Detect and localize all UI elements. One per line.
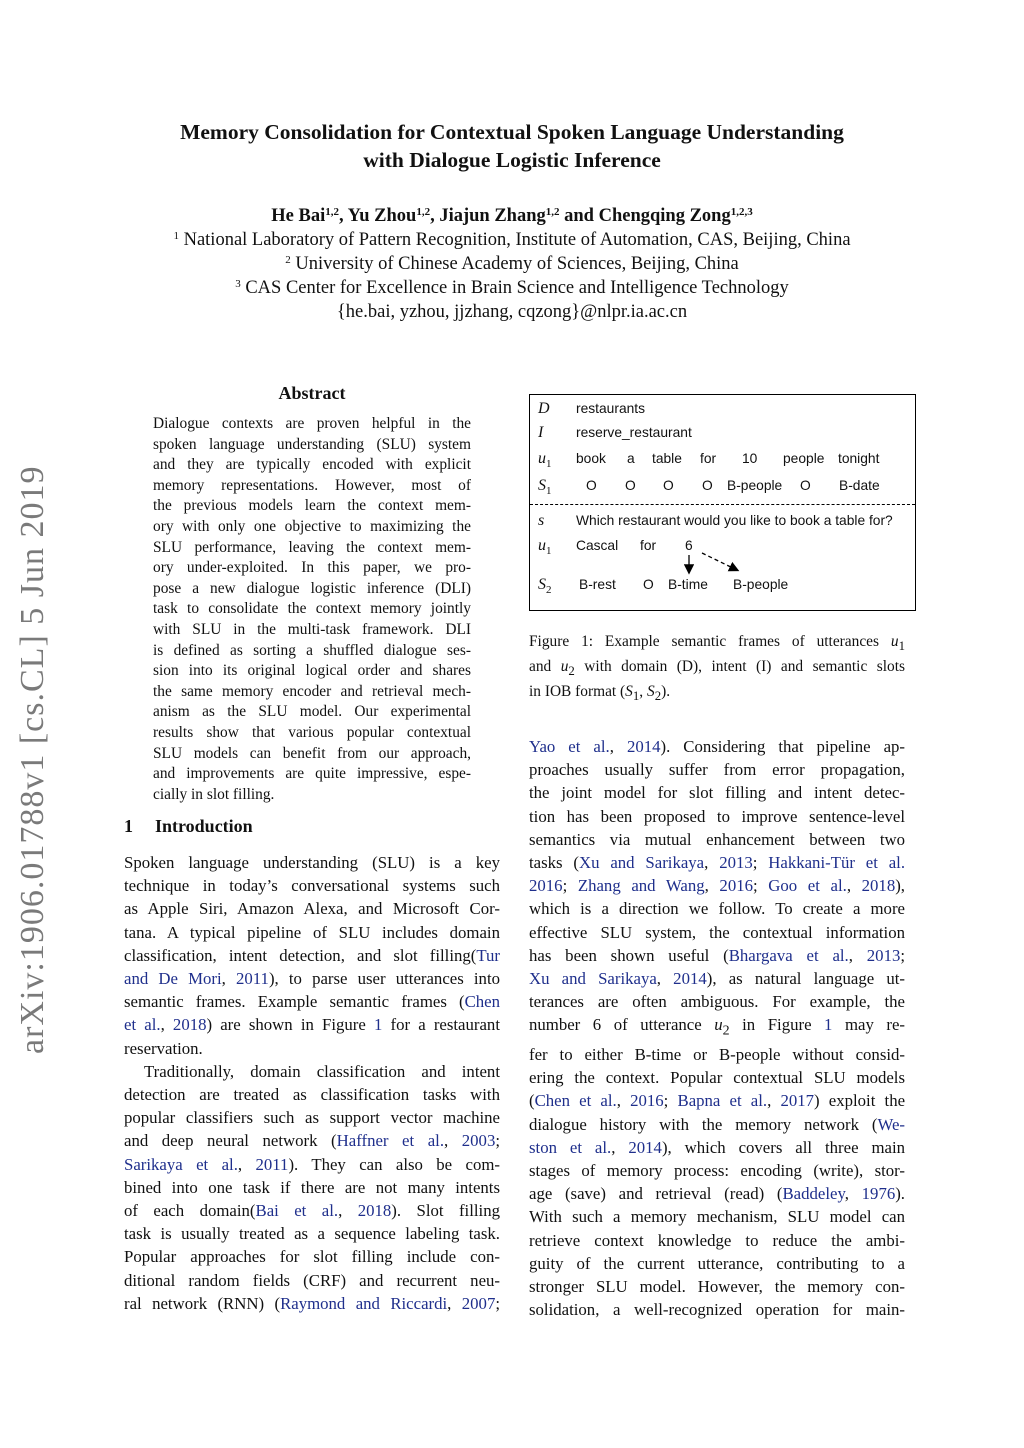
body-line <box>124 967 500 990</box>
math-s: S <box>625 682 633 700</box>
citation-link[interactable]: Chen <box>464 992 500 1012</box>
text-run: in IOB format ( <box>529 682 626 700</box>
body-line: retrieve context knowledge to reduce the ambi- <box>529 1230 905 1250</box>
title-line-2: with Dialogue Logistic Inference <box>363 148 661 172</box>
body-line: Xu and Sarikaya, 2014), as natural language ut- <box>529 969 905 989</box>
citation-link[interactable]: We- <box>877 1114 905 1134</box>
citation-link[interactable]: Xu and Sarikaya <box>529 969 657 989</box>
author-block <box>0 204 1024 324</box>
citation-year-link[interactable]: 2014 <box>673 969 707 989</box>
author-2: Yu Zhou <box>347 206 417 226</box>
token: 6 <box>685 538 693 553</box>
body-line: tion has been proposed to improve sentence-level <box>529 806 905 826</box>
abstract-line: task to consolidate the context memory jointly <box>153 600 471 618</box>
abstract-line: the same memory encoder and retrieval mech- <box>153 682 471 700</box>
text-run: , <box>639 682 647 700</box>
system-utterance: Which restaurant would you like to book a table for? <box>576 513 893 528</box>
symbol-s: s <box>538 512 545 529</box>
title-line-1: Memory Consolidation for Contextual Spoken Language Understanding <box>180 120 844 144</box>
body-line: Popular approaches for slot filling include con- <box>124 1247 500 1267</box>
affiliation-3-mark: 3 <box>235 278 241 290</box>
body-line: reservation. <box>124 1038 203 1058</box>
slot-tag: O <box>625 478 636 493</box>
affiliation-3 <box>0 276 1024 300</box>
author-1-affil: 1,2 <box>325 206 339 218</box>
slot-tag: O <box>643 577 654 592</box>
author-3-affil: 1,2 <box>545 206 560 218</box>
citation-year-link[interactable]: 2014 <box>628 1137 662 1157</box>
text-run: , <box>447 1293 462 1313</box>
text-run: semantic frames. Example semantic frames ( <box>124 992 465 1012</box>
author-names: He Bai$^{1,2}$, Yu Zhou$^{1,2}$, Jiajun Zhang$^{1,2}$ and Chengqing Zong$^{1,2,3}$ <box>271 206 753 226</box>
body-line <box>124 944 500 967</box>
slot-tag: O <box>800 478 811 493</box>
body-line: has been shown useful (Bhargava et al., 2013; <box>529 945 906 965</box>
body-line: stages of memory process: encoding (write), stor- <box>529 1161 905 1181</box>
author-and: and <box>564 206 594 226</box>
slot-tag: B-rest <box>579 577 616 592</box>
citation-year-link[interactable]: 2013 <box>866 945 901 965</box>
citation-year-link[interactable]: 2016 <box>630 1091 664 1111</box>
affiliation-2-text: University of Chinese Academy of Sciences, Beijing, China <box>295 254 739 274</box>
text-run: ( <box>529 1091 535 1111</box>
token: Cascal <box>576 538 619 553</box>
section-title: Introduction <box>155 816 253 836</box>
symbol-d: D <box>538 400 550 417</box>
abstract-line: ory under-exploited. In this paper, we pro- <box>153 559 471 577</box>
token: for <box>700 451 717 466</box>
body-line: semantics via mutual enhancement between two <box>529 829 905 849</box>
body-line: bined into one task if there are not many intents <box>124 1177 500 1197</box>
abstract-line: with SLU in the multi-task framework. DLI <box>153 620 471 638</box>
domain-value: restaurants <box>576 401 646 416</box>
token: for <box>640 538 657 553</box>
abstract-line: and they are typically encoded with explicit <box>153 456 471 474</box>
slot-tag: B-time <box>668 577 708 592</box>
affiliation-1-text: National Laboratory of Pattern Recognition, Institute of Automation, CAS, Beijing, China <box>183 230 851 250</box>
author-2-affil: 1,2 <box>416 206 431 218</box>
text-run: ), to parse user utterances into <box>268 969 501 989</box>
figure-1-frame <box>529 394 916 611</box>
text-run: ). Slot filling <box>391 1201 500 1221</box>
left-column-body <box>124 851 500 1315</box>
symbol-sub: 2 <box>546 584 552 597</box>
citation-link[interactable]: et al. <box>124 1015 161 1035</box>
body-line: tana. A typical pipeline of SLU includes domain <box>124 922 500 942</box>
body-line: ering the context. Popular contextual SLU models <box>529 1068 905 1088</box>
arxiv-stamp: arXiv:1906.01788v1 [cs.CL] 5 Jun 2019 <box>14 465 51 1055</box>
slot-tag: B-people <box>727 478 783 493</box>
math-sub: 1 <box>632 688 640 703</box>
right-column-body <box>529 735 905 1321</box>
figure-ref-link[interactable]: 1 <box>373 1015 383 1035</box>
body-line <box>124 1013 500 1036</box>
paper-title <box>0 118 1024 174</box>
token: table <box>652 451 682 466</box>
body-line: as Apple Siri, Amazon Alexa, and Microsoft Cor- <box>124 899 500 919</box>
citation-link[interactable]: Sarikaya et al. <box>124 1154 238 1174</box>
author-emails: {he.bai, yzhou, jjzhang, cqzong}@nlpr.ia.ac.cn <box>336 302 688 322</box>
citation-link[interactable]: Bhargava et al. <box>728 945 849 965</box>
citation-link[interactable]: Hakkani-Tür et al. <box>768 853 906 873</box>
text-run: dialogue history with the memory network ( <box>529 1114 878 1134</box>
slot-tag: O <box>663 478 674 493</box>
abstract-line: results show that various popular contextual <box>153 723 471 741</box>
abstract-heading: Abstract <box>278 383 346 403</box>
text-run: , <box>444 1131 462 1151</box>
text-run: ), <box>895 876 905 896</box>
slot-tag: B-people <box>733 577 789 592</box>
text-run: classification, intent detection, and slot filling( <box>124 945 477 965</box>
symbol-sub: 1 <box>546 458 552 471</box>
math-sub: 2 <box>654 688 662 703</box>
math-sub: 2 <box>568 663 575 678</box>
caption-line <box>529 657 905 682</box>
abstract-line: memory representations. However, most of <box>153 476 471 494</box>
body-line: guity of the current utterance, contributing to a <box>529 1253 905 1273</box>
citation-year-link[interactable]: 2018 <box>861 876 896 896</box>
abstract-line: pose a new dialogue logistic inference (DLI) <box>153 579 471 597</box>
body-line: proaches usually suffer from error propagation, <box>529 760 905 780</box>
text-run: ral network (RNN) ( <box>124 1293 281 1313</box>
abstract-line: and improvements are quite impressive, espe- <box>153 765 471 783</box>
text-run: may re- <box>832 1015 905 1035</box>
affiliation-1 <box>0 228 1024 252</box>
body-line: terances are often ambiguous. For example, the <box>529 992 905 1012</box>
citation-link[interactable]: Bai et al. <box>255 1201 339 1221</box>
citation-link[interactable]: Bapna et al. <box>677 1091 768 1111</box>
citation-link[interactable]: Zhang and Wang <box>577 876 705 896</box>
figure-ref-link[interactable]: 1 <box>824 1015 833 1035</box>
citation-year-link[interactable]: 2011 <box>255 1154 289 1174</box>
text-run: and <box>529 657 561 675</box>
text-run: ; <box>495 1293 500 1313</box>
math-s: S <box>647 682 655 700</box>
citation-link[interactable]: ston et al. <box>529 1137 612 1157</box>
symbol-u: u <box>538 537 546 554</box>
abstract-body <box>153 414 471 805</box>
slot-tag: O <box>586 478 597 493</box>
token: 10 <box>742 451 758 466</box>
body-line <box>124 1153 500 1176</box>
body-line: technique in today’s conversational systems such <box>124 876 500 896</box>
token: tonight <box>838 451 880 466</box>
text-run: in Figure <box>729 1015 825 1035</box>
symbol-sub: 1 <box>546 485 552 498</box>
citation-link[interactable]: and De Mori <box>124 969 222 989</box>
abstract-line: sion into its original logical order and shares <box>153 662 471 680</box>
citation-link[interactable]: Chen et al. <box>534 1091 617 1111</box>
text-run: and deep neural network ( <box>124 1131 337 1151</box>
author-4-affil: 1,2,3 <box>730 206 753 218</box>
token: people <box>783 451 825 466</box>
body-line <box>529 1113 905 1136</box>
dashed-arrow-to-b-people <box>702 553 737 570</box>
body-line: stronger SLU model. However, the memory con- <box>529 1277 905 1297</box>
body-line: fer to either B-time or B-people without consid- <box>529 1045 905 1064</box>
math-u: u <box>714 1015 723 1035</box>
body-line: which is a direction we follow. To create a more <box>529 899 905 919</box>
math-sub: 2 <box>722 1023 730 1039</box>
math-u: u <box>560 657 569 675</box>
citation-year-link[interactable]: 2014 <box>626 737 661 756</box>
citation-link[interactable]: Xu and Sarikaya <box>579 853 705 873</box>
abstract-line: anism as the SLU model. Our experimental <box>153 703 471 721</box>
symbol-u: u <box>538 450 546 467</box>
affiliation-3-text: CAS Center for Excellence in Brain Science and Intelligence Technology <box>245 278 789 298</box>
body-line: age (save) and retrieval (read) (Baddeley, 1976). <box>529 1184 906 1204</box>
text-run: , <box>160 1015 173 1035</box>
abstract-line: is defined as sorting a shuffled dialogue ses- <box>153 641 471 659</box>
body-line: tasks (Xu and Sarikaya, 2013; Hakkani-Tür et al. <box>529 853 906 873</box>
symbol-sub: 1 <box>546 545 552 558</box>
text-run: , <box>237 1154 256 1174</box>
citation-year-link[interactable]: 1976 <box>861 1184 896 1204</box>
caption-line <box>529 682 905 707</box>
citation-link[interactable]: Baddeley <box>782 1184 845 1204</box>
math-sub: 1 <box>898 639 905 654</box>
author-1: He Bai <box>271 206 326 226</box>
citation-link[interactable]: Goo et al. <box>768 876 847 896</box>
text-run: ), which covers all three main <box>661 1137 906 1157</box>
citation-year-link[interactable]: 2018 <box>172 1015 207 1035</box>
slot-tag: O <box>702 478 713 493</box>
citation-link[interactable]: Tur <box>476 945 500 965</box>
abstract-line: ory with only one objective to maximizing the <box>153 517 471 535</box>
text-run: , <box>338 1201 358 1221</box>
author-4: Chengqing Zong <box>598 206 731 226</box>
body-line: ditional random fields (CRF) and recurrent neu- <box>124 1270 500 1290</box>
text-run: ; <box>495 1131 500 1151</box>
text-run: ), as natural language ut- <box>706 969 905 989</box>
citation-link[interactable]: Yao et al. <box>529 737 610 756</box>
text-run: number 6 of utterance <box>529 1015 715 1035</box>
body-line: detection are treated as classification tasks with <box>124 1085 500 1105</box>
body-line <box>529 735 905 758</box>
citation-link[interactable]: Raymond and Riccardi <box>280 1293 448 1313</box>
abstract-line: the previous models learn the context mem- <box>153 497 471 515</box>
text-run: of each domain( <box>124 1201 256 1221</box>
text-run: tasks ( <box>529 853 579 873</box>
body-line: With such a memory mechanism, SLU model can <box>529 1207 905 1227</box>
body-line: popular classifiers such as support vector machine <box>124 1108 500 1128</box>
citation-year-link[interactable]: 2007 <box>461 1293 496 1313</box>
text-run: with domain (D), intent (I) and semantic slots <box>574 657 905 675</box>
abstract-line: Dialogue contexts are proven helpful in the <box>153 415 471 432</box>
symbol-s: S <box>538 576 546 593</box>
abstract-line: cially in slot filling. <box>153 785 275 803</box>
citation-year-link[interactable]: 2016 <box>719 876 753 896</box>
body-line: Traditionally, domain classification and intent <box>144 1061 500 1081</box>
text-run: has been shown useful ( <box>529 945 729 965</box>
body-line: solidation, a well-recognized operation for main- <box>529 1300 905 1320</box>
body-line <box>124 1292 500 1315</box>
citation-year-link[interactable]: 2013 <box>719 853 753 873</box>
body-line <box>529 1013 905 1043</box>
text-run: , <box>609 737 627 756</box>
text-run: ) are shown in Figure <box>206 1015 374 1035</box>
token: a <box>627 451 635 466</box>
section-heading-introduction <box>124 816 253 837</box>
text-run: for a restaurant <box>382 1015 500 1035</box>
text-run: age (save) and retrieval (read) ( <box>529 1184 783 1204</box>
body-line <box>124 990 500 1013</box>
text-run: ). Considering that pipeline ap- <box>660 737 906 756</box>
text-run: ) exploit the <box>814 1091 906 1111</box>
token: book <box>576 451 606 466</box>
body-line: effective SLU system, the contextual information <box>529 922 905 942</box>
affiliation-2-mark: 2 <box>285 254 291 266</box>
affiliation-2 <box>0 252 1024 276</box>
body-line: task is usually treated as a sequence labeling task. <box>124 1224 500 1244</box>
text-run: ). They can also be com- <box>288 1154 500 1174</box>
citation-year-link[interactable]: 2003 <box>461 1131 496 1151</box>
section-number: 1 <box>124 816 133 836</box>
text-run: ). <box>661 682 671 700</box>
symbol-i: I <box>538 424 544 441</box>
citation-link[interactable]: Haffner et al. <box>336 1131 445 1151</box>
citation-year-link[interactable]: 2017 <box>780 1091 815 1111</box>
body-line <box>124 1129 500 1152</box>
citation-year-link[interactable]: 2011 <box>236 969 269 989</box>
slot-tag: B-date <box>839 478 880 493</box>
abstract-line: SLU performance, leaving the context mem- <box>153 538 471 556</box>
text-run: ). <box>895 1184 906 1204</box>
body-line: ston et al., 2014), which covers all three main <box>529 1137 906 1157</box>
caption-line <box>529 632 905 657</box>
text-run: , <box>221 969 236 989</box>
abstract-line: SLU models can benefit from our approach, <box>153 744 471 762</box>
figure-1-caption <box>529 632 905 707</box>
math-u: u <box>890 633 899 650</box>
author-3: Jiajun Zhang <box>439 206 546 226</box>
affiliation-1-mark: 1 <box>173 230 179 242</box>
body-line: the joint model for slot filling and intent detec- <box>529 783 905 803</box>
intent-value: reserve_restaurant <box>576 425 692 440</box>
body-line: 2016; Zhang and Wang, 2016; Goo et al., 2018), <box>529 876 905 896</box>
citation-year-link[interactable]: 2016 <box>529 876 563 896</box>
text-run: Figure 1: Example semantic frames of utterances <box>529 633 891 650</box>
body-line: (Chen et al., 2016; Bapna et al., 2017) exploit the <box>529 1091 906 1111</box>
symbol-s2 <box>538 576 552 596</box>
citation-year-link[interactable]: 2018 <box>357 1201 392 1221</box>
body-line <box>124 1199 500 1222</box>
symbol-s: S <box>538 477 546 494</box>
body-line: Spoken language understanding (SLU) is a key <box>124 853 500 872</box>
abstract-line: spoken language understanding (SLU) system <box>153 435 471 453</box>
